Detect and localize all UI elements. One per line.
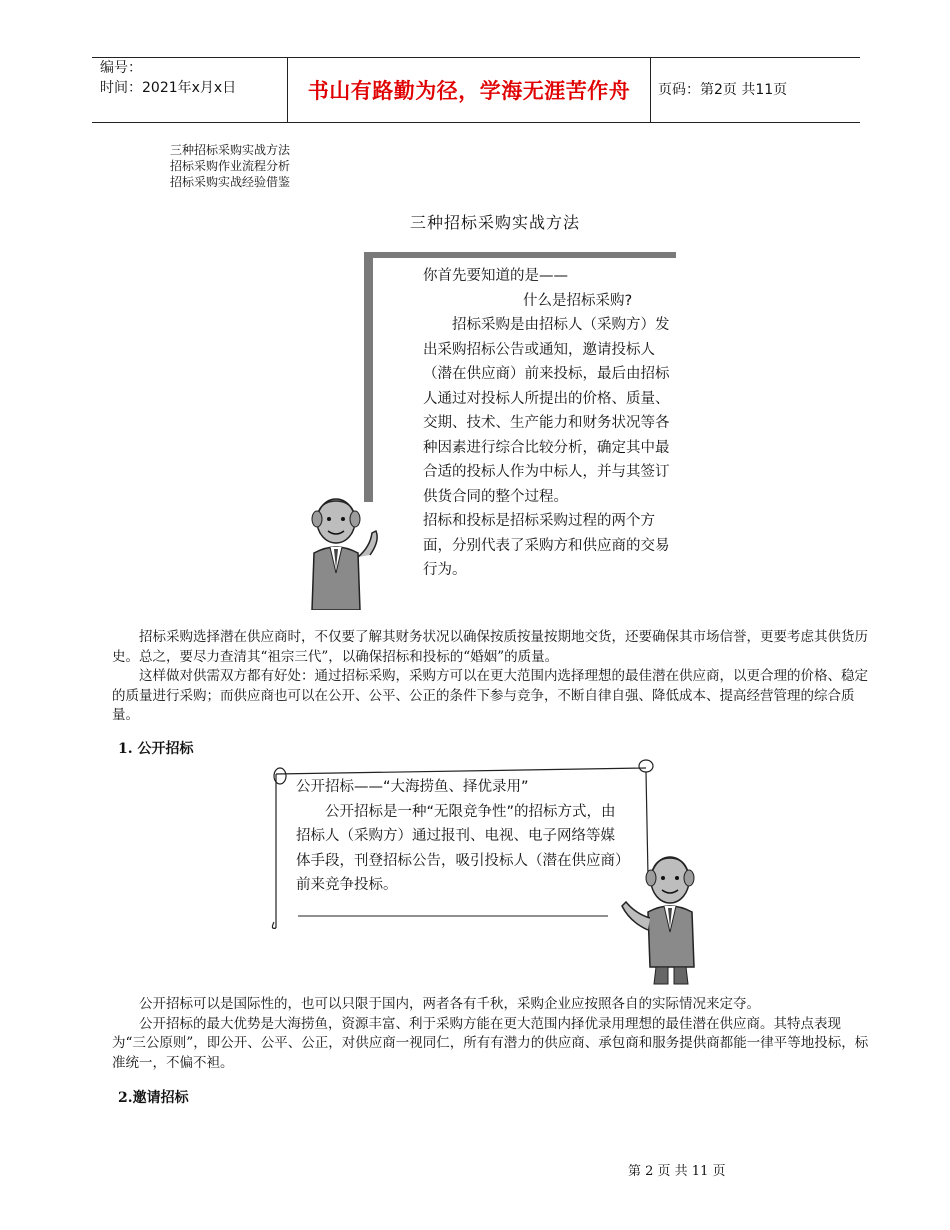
body-paragraphs bbox=[112, 628, 872, 726]
heading-public-tender: 1. 公开招标 bbox=[118, 741, 194, 757]
toc-item[interactable]: 招标采购实战经验借鉴 bbox=[170, 175, 291, 189]
time-label: 时间：2021年x月x日 bbox=[100, 80, 237, 96]
callout-heading: 你首先要知道的是—— bbox=[423, 268, 568, 284]
callout-subheading: 什么是招标采购? bbox=[523, 292, 633, 309]
paragraph: 这样做对供需双方都有好处：通过招标采购，采购方可以在更大范围内选择理想的最佳潜在供应商，以更合理的价格、稳定的质量进行采购；而供应商也可以在公开、公平、公正的条件下参与竞争，不断自律自强、降低成本、提高经营管理的综合质量。 bbox=[112, 668, 868, 723]
page-footer: 第 2 页 共 11 页 bbox=[628, 1164, 726, 1179]
paragraph: 招标采购选择潜在供应商时，不仅要了解其财务状况以确保按质按量按期地交货，还要确保其市场信誉，更要考虑其供货历史。总之，要尽力查清其“祖宗三代”，以确保招标和投标的“婚姻”的质量。 bbox=[112, 629, 868, 665]
callout-frame-left bbox=[364, 252, 373, 502]
callout-what-is-tender bbox=[423, 264, 683, 583]
table-of-contents bbox=[170, 142, 290, 190]
body-paragraphs bbox=[112, 995, 872, 1073]
toc-item[interactable]: 招标采购作业流程分析 bbox=[170, 159, 291, 173]
businessman-thumbs-up-icon bbox=[300, 495, 380, 610]
callout-frame-top bbox=[364, 252, 676, 258]
header-divider bbox=[650, 57, 651, 123]
callout-body: 招标采购是由招标人（采购方）发出采购招标公告或通知，邀请投标人（潜在供应商）前来投标，最后由招标人通过对投标人所提出的价格、质量、交期、技术、生产能力和财务状况等各种因素进行综合比较分析，确定其中最合适的投标人作为中标人，并与其签订供货合同的整个过程。 bbox=[423, 317, 670, 505]
callout-body: 招标和投标是招标采购过程的两个方面，分别代表了采购方和供应商的交易行为。 bbox=[423, 513, 670, 578]
callout-body: 公开招标是一种“无限竞争性”的招标方式，由招标人（采购方）通过报刊、电视、电子网络等媒体手段，刊登招标公告，吸引投标人（潜在供应商）前来竞争投标。 bbox=[296, 803, 623, 893]
toc-item[interactable]: 三种招标采购实战方法 bbox=[170, 143, 291, 157]
code-label: 编号： bbox=[100, 60, 142, 76]
callout-heading: 公开招标——“大海捞鱼、择优录用” bbox=[296, 779, 529, 795]
businessman-presenting-icon bbox=[620, 852, 710, 987]
callout-public-tender bbox=[296, 775, 626, 898]
header-page-label: 页码：第2页 共11页 bbox=[658, 82, 788, 98]
section-title: 三种招标采购实战方法 bbox=[409, 213, 580, 232]
heading-invite-tender: 2.邀请招标 bbox=[118, 1090, 189, 1106]
header-motto: 书山有路勤为径，学海无涯苦作舟 bbox=[307, 79, 631, 103]
paragraph: 公开招标的最大优势是大海捞鱼，资源丰富、利于采购方能在更大范围内择优录用理想的最佳潜在供应商。其特点表现为“三公原则”，即公开、公平、公正，对供应商一视同仁，所有有潜力的供应商、承包商和服务提供商都能一律平等地投标，标准统一，不偏不袒。 bbox=[112, 1015, 869, 1071]
paragraph: 公开招标可以是国际性的，也可以只限于国内，两者各有千秋，采购企业应按照各自的实际情况来定夺。 bbox=[139, 996, 760, 1012]
header-meta bbox=[100, 58, 236, 98]
